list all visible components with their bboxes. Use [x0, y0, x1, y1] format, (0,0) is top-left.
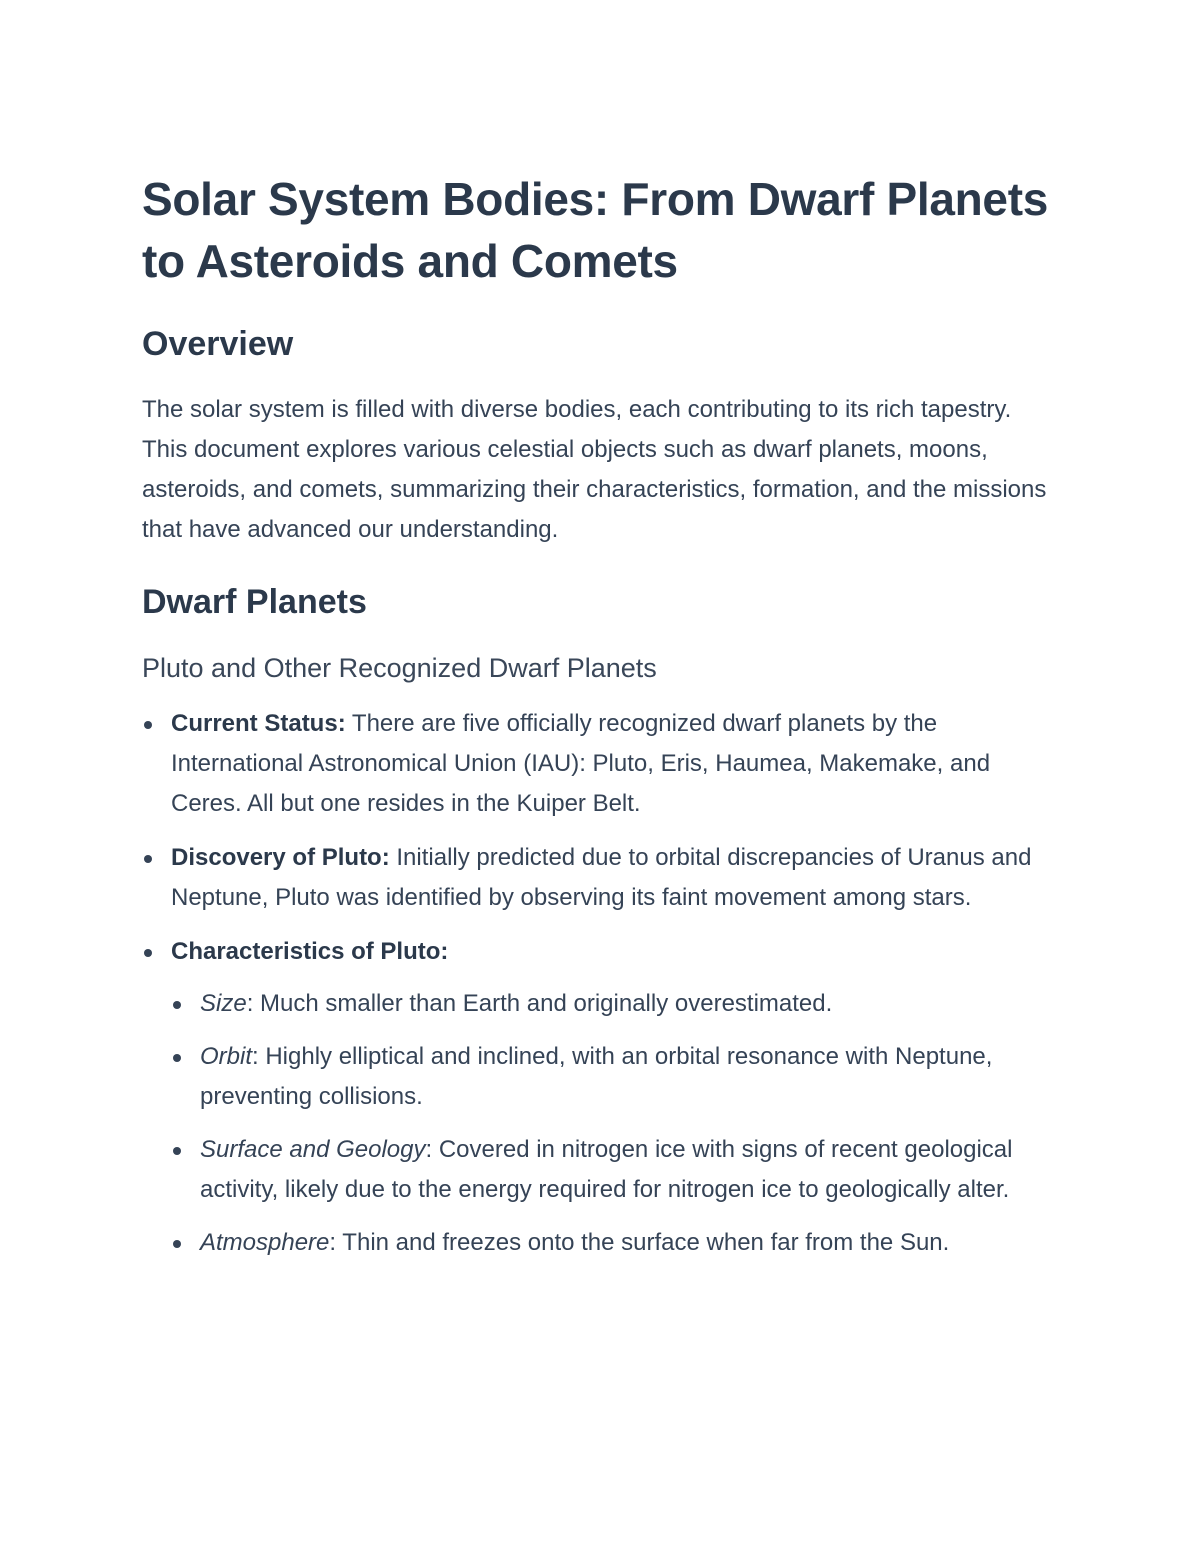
- overview-paragraph: The solar system is filled with diverse bodies, each contributing to its rich tapestry. This document explores various celestial objects such as dwarf planets, moons, asteroids, and comets, summarizing their characteristics, formation, and the missions that have advanced our understanding.: [142, 396, 1047, 543]
- sub-item-text: : Highly elliptical and inclined, with an orbital resonance with Neptune, preventing collisions.: [200, 1043, 993, 1110]
- list-item-label: Discovery of Pluto:: [171, 844, 390, 871]
- pluto-subheading: Pluto and Other Recognized Dwarf Planets: [142, 653, 657, 683]
- list-item-current-status: [142, 704, 1062, 824]
- overview-heading: Overview: [142, 325, 294, 363]
- sub-item-text: : Covered in nitrogen ice with signs of recent geological activity, likely due to the energy required for nitrogen ice to geologically alter.: [200, 1136, 1013, 1203]
- list-item-label: Current Status:: [171, 710, 346, 737]
- list-item-characteristics-of-pluto: [142, 932, 1062, 1263]
- sub-item-label: Surface and Geology: [200, 1136, 426, 1163]
- sub-item-label: Atmosphere: [200, 1229, 330, 1256]
- sub-item-label: Size: [200, 990, 247, 1017]
- list-item-text: Initially predicted due to orbital discrepancies of Uranus and Neptune, Pluto was identified by observing its faint movement among stars.: [171, 844, 1032, 911]
- list-item-discovery-of-pluto: [142, 838, 1062, 918]
- document-page: [142, 168, 1062, 1277]
- sub-item-atmosphere: [171, 1223, 1062, 1263]
- dwarf-planets-heading: Dwarf Planets: [142, 583, 367, 621]
- dwarf-planets-list: [142, 704, 1062, 1263]
- sub-item-size: [171, 984, 1062, 1024]
- sub-item-surface-and-geology: [171, 1130, 1062, 1210]
- document-title: Solar System Bodies: From Dwarf Planets to Asteroids and Comets: [142, 173, 1049, 287]
- sub-item-label: Orbit: [200, 1043, 253, 1070]
- sub-item-text: : Much smaller than Earth and originally overestimated.: [246, 990, 833, 1017]
- list-item-text: There are five officially recognized dwarf planets by the International Astronomical Union (IAU): Pluto, Eris, Haumea, Makemake, and Ceres. All but one resides in the Kuiper Belt.: [171, 710, 991, 817]
- sub-item-text: : Thin and freezes onto the surface when far from the Sun.: [329, 1229, 950, 1256]
- sub-item-orbit: [171, 1037, 1062, 1117]
- list-item-label: Characteristics of Pluto:: [171, 938, 449, 965]
- pluto-characteristics-list: [171, 984, 1062, 1263]
